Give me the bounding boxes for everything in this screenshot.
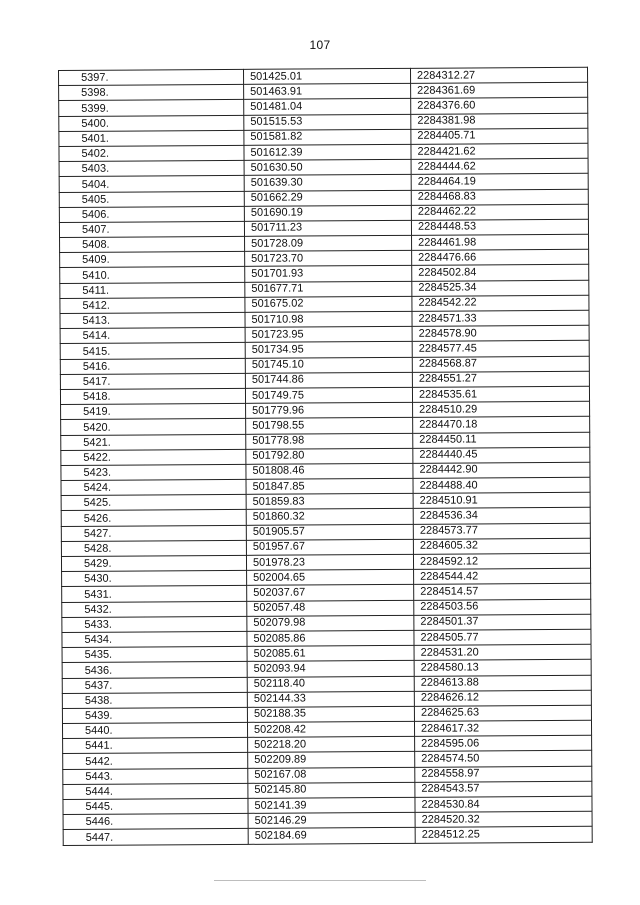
northing-cell: 2284503.56 [414, 599, 591, 615]
point-number-cell: 5447. [63, 829, 248, 845]
easting-cell: 501425.01 [243, 68, 410, 84]
northing-cell: 2284544.42 [414, 568, 591, 584]
easting-cell: 501745.10 [245, 357, 412, 373]
easting-cell: 502145.80 [248, 782, 415, 798]
point-number-cell: 5432. [62, 601, 247, 617]
northing-cell: 2284442.90 [413, 462, 590, 478]
northing-cell: 2284617.32 [414, 720, 591, 736]
northing-cell: 2284470.18 [413, 417, 590, 433]
scan-edge-line [214, 880, 426, 881]
coordinates-table-container [58, 67, 577, 846]
point-number-cell: 5418. [60, 388, 245, 404]
easting-cell: 502085.86 [247, 630, 414, 646]
point-number-cell: 5419. [61, 403, 246, 419]
point-number-cell: 5412. [60, 297, 245, 313]
easting-cell: 501711.23 [244, 220, 411, 236]
point-number-cell: 5446. [63, 814, 248, 830]
point-number-cell: 5439. [62, 707, 247, 723]
point-number-cell: 5417. [60, 373, 245, 389]
northing-cell: 2284525.34 [412, 280, 589, 296]
easting-cell: 501612.39 [244, 144, 411, 160]
northing-cell: 2284476.66 [412, 250, 589, 266]
easting-cell: 501581.82 [244, 129, 411, 145]
northing-cell: 2284542.22 [412, 295, 589, 311]
coordinates-table [58, 67, 593, 846]
northing-cell: 2284501.37 [414, 614, 591, 630]
point-number-cell: 5415. [60, 343, 245, 359]
point-number-cell: 5414. [60, 328, 245, 344]
point-number-cell: 5399. [59, 100, 244, 116]
table-row [63, 827, 592, 845]
northing-cell: 2284468.83 [411, 189, 588, 205]
easting-cell: 502085.61 [247, 645, 414, 661]
easting-cell: 502057.48 [247, 600, 414, 616]
point-number-cell: 5435. [62, 646, 247, 662]
point-number-cell: 5426. [61, 510, 246, 526]
page-number: 107 [309, 38, 331, 52]
easting-cell: 502037.67 [247, 585, 414, 601]
northing-cell: 2284536.34 [413, 508, 590, 524]
point-number-cell: 5442. [63, 753, 248, 769]
point-number-cell: 5421. [61, 434, 246, 450]
northing-cell: 2284626.12 [414, 690, 591, 706]
easting-cell: 501723.95 [245, 327, 412, 343]
easting-cell: 501701.93 [245, 266, 412, 282]
easting-cell: 501734.95 [245, 342, 412, 358]
point-number-cell: 5420. [61, 419, 246, 435]
point-number-cell: 5437. [62, 677, 247, 693]
northing-cell: 2284573.77 [413, 523, 590, 539]
easting-cell: 501749.75 [245, 387, 412, 403]
point-number-cell: 5445. [63, 798, 248, 814]
easting-cell: 502144.33 [247, 691, 414, 707]
point-number-cell: 5444. [63, 783, 248, 799]
point-number-cell: 5423. [61, 464, 246, 480]
northing-cell: 2284595.06 [415, 736, 592, 752]
easting-cell: 501515.53 [244, 114, 411, 130]
point-number-cell: 5400. [59, 115, 244, 131]
northing-cell: 2284571.33 [412, 310, 589, 326]
northing-cell: 2284535.61 [412, 386, 589, 402]
northing-cell: 2284502.84 [412, 265, 589, 281]
easting-cell: 502118.40 [247, 676, 414, 692]
northing-cell: 2284543.57 [415, 781, 592, 797]
easting-cell: 501744.86 [245, 372, 412, 388]
point-number-cell: 5424. [61, 479, 246, 495]
easting-cell: 501662.29 [244, 190, 411, 206]
northing-cell: 2284444.62 [411, 158, 588, 174]
easting-cell: 501792.80 [246, 448, 413, 464]
point-number-cell: 5416. [60, 358, 245, 374]
northing-cell: 2284361.69 [411, 82, 588, 98]
northing-cell: 2284376.60 [411, 98, 588, 114]
easting-cell: 501779.96 [246, 402, 413, 418]
northing-cell: 2284558.97 [415, 766, 592, 782]
point-number-cell: 5430. [62, 571, 247, 587]
easting-cell: 501630.50 [244, 159, 411, 175]
point-number-cell: 5403. [59, 160, 244, 176]
easting-cell: 501808.46 [246, 463, 413, 479]
easting-cell: 501859.83 [246, 494, 413, 510]
easting-cell: 502141.39 [248, 797, 415, 813]
northing-cell: 2284531.20 [414, 644, 591, 660]
point-number-cell: 5433. [62, 616, 247, 632]
easting-cell: 502184.69 [248, 828, 415, 844]
point-number-cell: 5402. [59, 145, 244, 161]
northing-cell: 2284421.62 [411, 143, 588, 159]
point-number-cell: 5404. [59, 176, 244, 192]
point-number-cell: 5408. [60, 236, 245, 252]
northing-cell: 2284448.53 [411, 219, 588, 235]
easting-cell: 501677.71 [245, 281, 412, 297]
point-number-cell: 5398. [59, 85, 244, 101]
northing-cell: 2284568.87 [412, 356, 589, 372]
point-number-cell: 5411. [60, 282, 245, 298]
northing-cell: 2284312.27 [410, 67, 587, 83]
point-number-cell: 5443. [63, 768, 248, 784]
easting-cell: 502004.65 [247, 570, 414, 586]
easting-cell: 501847.85 [246, 478, 413, 494]
easting-cell: 501723.70 [245, 251, 412, 267]
easting-cell: 501639.30 [244, 175, 411, 191]
easting-cell: 501978.23 [246, 554, 413, 570]
easting-cell: 502093.94 [247, 661, 414, 677]
easting-cell: 501778.98 [246, 433, 413, 449]
point-number-cell: 5428. [61, 540, 246, 556]
northing-cell: 2284440.45 [413, 447, 590, 463]
northing-cell: 2284605.32 [413, 538, 590, 554]
point-number-cell: 5410. [60, 267, 245, 283]
northing-cell: 2284578.90 [412, 325, 589, 341]
northing-cell: 2284464.19 [411, 174, 588, 190]
point-number-cell: 5434. [62, 631, 247, 647]
easting-cell: 502079.98 [247, 615, 414, 631]
easting-cell: 501710.98 [245, 311, 412, 327]
easting-cell: 502146.29 [248, 813, 415, 829]
northing-cell: 2284381.98 [411, 113, 588, 129]
northing-cell: 2284574.50 [415, 751, 592, 767]
easting-cell: 502209.89 [248, 752, 415, 768]
northing-cell: 2284510.91 [413, 493, 590, 509]
easting-cell: 501798.55 [246, 418, 413, 434]
point-number-cell: 5429. [61, 555, 246, 571]
northing-cell: 2284405.71 [411, 128, 588, 144]
northing-cell: 2284580.13 [414, 660, 591, 676]
easting-cell: 502188.35 [247, 706, 414, 722]
point-number-cell: 5422. [61, 449, 246, 465]
northing-cell: 2284461.98 [412, 234, 589, 250]
northing-cell: 2284551.27 [412, 371, 589, 387]
point-number-cell: 5409. [60, 252, 245, 268]
easting-cell: 501860.32 [246, 509, 413, 525]
northing-cell: 2284625.63 [414, 705, 591, 721]
northing-cell: 2284613.88 [414, 675, 591, 691]
northing-cell: 2284592.12 [413, 553, 590, 569]
northing-cell: 2284450.11 [413, 432, 590, 448]
northing-cell: 2284488.40 [413, 477, 590, 493]
point-number-cell: 5441. [63, 738, 248, 754]
easting-cell: 501675.02 [245, 296, 412, 312]
point-number-cell: 5436. [62, 662, 247, 678]
northing-cell: 2284512.25 [415, 827, 592, 843]
easting-cell: 501690.19 [244, 205, 411, 221]
easting-cell: 501481.04 [244, 99, 411, 115]
northing-cell: 2284514.57 [414, 584, 591, 600]
table-body [59, 67, 593, 845]
point-number-cell: 5407. [59, 221, 244, 237]
northing-cell: 2284462.22 [411, 204, 588, 220]
easting-cell: 501728.09 [245, 235, 412, 251]
point-number-cell: 5427. [61, 525, 246, 541]
northing-cell: 2284530.84 [415, 796, 592, 812]
northing-cell: 2284577.45 [412, 341, 589, 357]
easting-cell: 502218.20 [248, 737, 415, 753]
easting-cell: 502167.08 [248, 767, 415, 783]
northing-cell: 2284520.32 [415, 811, 592, 827]
northing-cell: 2284510.29 [413, 401, 590, 417]
point-number-cell: 5401. [59, 130, 244, 146]
easting-cell: 501905.57 [246, 524, 413, 540]
easting-cell: 501957.67 [246, 539, 413, 555]
point-number-cell: 5405. [59, 191, 244, 207]
northing-cell: 2284505.77 [414, 629, 591, 645]
point-number-cell: 5431. [62, 586, 247, 602]
point-number-cell: 5413. [60, 312, 245, 328]
easting-cell: 502208.42 [247, 721, 414, 737]
point-number-cell: 5406. [59, 206, 244, 222]
easting-cell: 501463.91 [244, 84, 411, 100]
point-number-cell: 5397. [59, 69, 244, 85]
point-number-cell: 5425. [61, 495, 246, 511]
point-number-cell: 5438. [62, 692, 247, 708]
point-number-cell: 5440. [62, 722, 247, 738]
